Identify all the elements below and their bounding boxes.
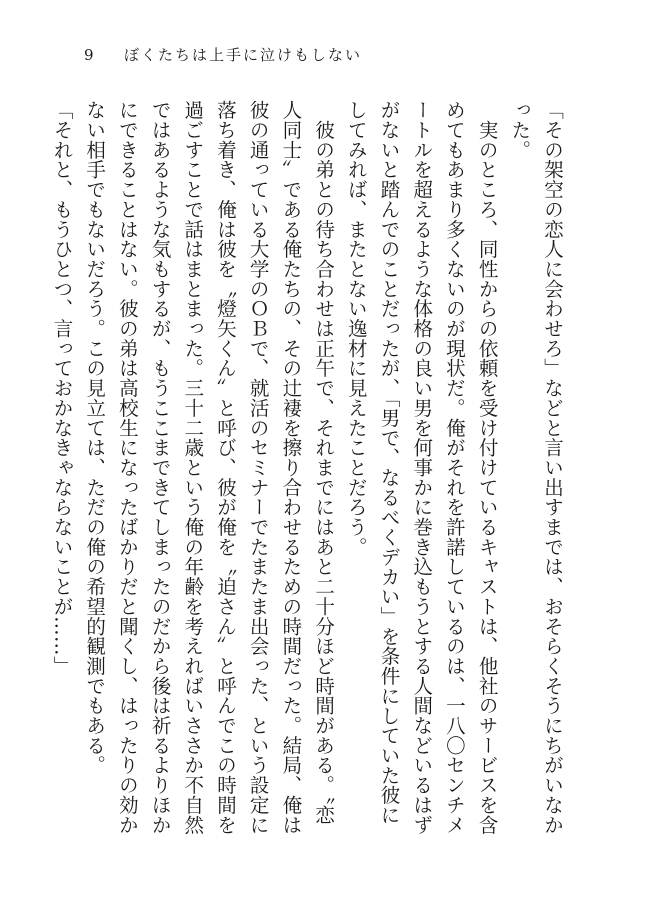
running-title: ぼくたちは上手に泣けもしない: [124, 46, 363, 64]
body-text: [50, 100, 568, 840]
page-number: 9: [84, 46, 96, 64]
running-header: [84, 44, 362, 65]
paragraph: 実のところ、同性からの依頼を受け付けているキャストは、他社のサービスを含めてもあまり多くないのが現状だ。俺がそれを許諾しているのは、一八〇センチメートルを超えるような体格の良い男を何事かに巻き込もうとする人間などいるはずがないと踏んでのことだったが、「男で、なるべくデカい」を条件にしていた彼にしてみれば、またとない逸材に見えたことだろう。: [344, 100, 499, 835]
paragraph: 「その架空の恋人に会わせろ」などと言い出すまでは、おそらくそうにちがいなかった。: [508, 100, 564, 835]
paragraph: 彼の弟との待ち合わせは正午で、それまでにはあと二十分ほど時間がある。〝恋人同士〟である俺たちの、その辻褄を擦り合わせるための時間だった。結局、俺は彼の通っている大学のＯＢで、就活のセミナーでたまたま出会った、という設定に落ち着き、俺は彼を〝燈矢くん〟と呼び、彼が俺を〝迫さん〟と呼んでこの時間を過ごすことで話はまとまった。三十二歳という俺の年齢を考えればいささか不自然ではあるような気もするが、もうここまできてしまったのだから後は祈るよりほかにできることはない。彼の弟は高校生になったばかりだと聞くし、はったりの効かない相手でもないだろう。この見立ては、ただの俺の希望的観測でもある。: [83, 100, 336, 835]
paragraph: 「それと、もうひとつ、言っておかなきゃならないことが……」: [50, 100, 74, 676]
